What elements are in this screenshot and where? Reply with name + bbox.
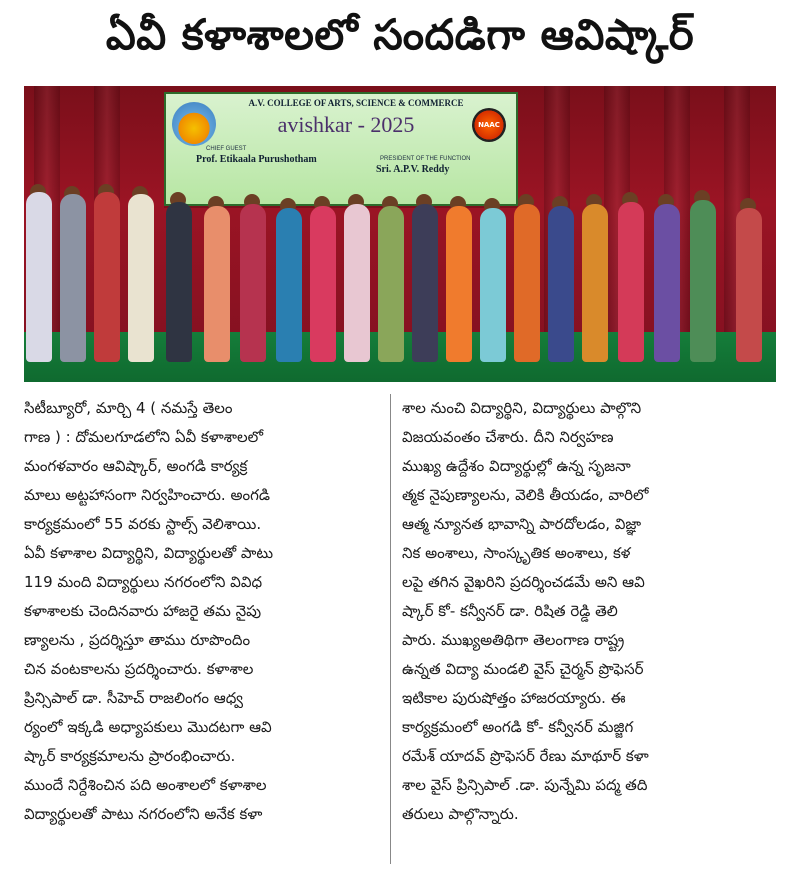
article-column-left	[24, 394, 384, 864]
text-line: కళాశాలకు చెందినవారు హాజరై తమ నైపు	[24, 602, 262, 620]
text-line: పారు. ముఖ్యఅతిథిగా తెలంగాణ రాష్ట్ర	[402, 631, 625, 649]
text-line: ష్కార్ కో- కన్వీనర్ డా. రిషిత రెడ్డి తెలి	[402, 602, 618, 620]
banner-college: A.V. COLLEGE OF ARTS, SCIENCE & COMMERCE	[248, 98, 464, 108]
text-line: ముఖ్య ఉద్దేశం విద్యార్థుల్లో ఉన్న సృజనా	[402, 457, 631, 475]
text-line: త్మక నైపుణ్యాలను, వెలికి తీయడం, వారిలో	[402, 486, 649, 504]
text-line: ప్రిన్సిపాల్ డా. సీహెచ్ రాజలింగం ఆధ్వ	[24, 689, 244, 707]
text-line: ఆత్మ న్యూనత భావాన్ని పారదోలడం, విజ్ఞా	[402, 515, 642, 533]
text-line: ముందే నిర్దేశించిన పది అంశాలలో కళాశాల	[24, 776, 267, 794]
text-line: మాలు అట్టహాసంగా నిర్వహించారు. అంగడి	[24, 486, 270, 504]
college-logo-icon	[172, 102, 216, 146]
text-line: శాల నుంచి విద్యార్థిని, విద్యార్థులు పాల్గొని	[402, 399, 642, 417]
event-photo	[24, 86, 776, 382]
text-line: రమేశ్ యాదవ్ ప్రొఫెసర్ రేణు మాథూర్ కళా	[402, 747, 649, 765]
article-column-right	[402, 394, 776, 864]
text-line: లపై తగిన వైఖరిని ప్రదర్శించడమే అని ఆవి	[402, 573, 645, 591]
headline: ఏవీ కళాశాలలో సందడిగా ఆవిష్కార్	[105, 10, 695, 59]
naac-logo-icon: NAAC	[472, 108, 506, 142]
article-body	[24, 394, 776, 864]
banner-event-title: avishkar - 2025	[277, 112, 415, 137]
text-line: ణ్యాలను , ప్రదర్శిస్తూ తాము రూపొందిం	[24, 631, 251, 649]
banner-chief-label: CHIEF GUEST	[206, 146, 247, 152]
banner-president: Sri. A.P.V. Reddy	[376, 164, 450, 175]
text-line: శాల వైస్ ప్రిన్సిపాల్ .డా. పున్నేమి పద్మ తది	[402, 776, 648, 794]
text-line: ఉన్నత విద్యా మండలి వైస్ చైర్మన్ ప్రొఫెసర్	[402, 660, 644, 678]
text-line: విద్యార్థులతో పాటు నగరంలోని అనేక కళా	[24, 805, 263, 823]
text-line: మంగళవారం ఆవిష్కార్, అంగడి కార్యక్ర	[24, 457, 248, 475]
text-line: ఏవీ కళాశాల విద్యార్థిని, విద్యార్థులతో పాటు	[24, 544, 274, 562]
column-divider	[390, 394, 391, 864]
banner-chief-guest: Prof. Etikaala Purushotham	[196, 154, 317, 165]
text-line: ష్కార్ కార్యక్రమాలను ప్రారంభించారు.	[24, 747, 236, 765]
text-line: గాణ ) : దోమలగూడలోని ఏవీ కళాశాలలో	[24, 428, 264, 446]
text-line: ఇటికాల పురుషోత్తం హాజరయ్యారు. ఈ	[402, 689, 626, 707]
event-banner	[164, 92, 518, 206]
text-line: కార్యక్రమంలో 55 వరకు స్టాల్స్ వెలిశాయి.	[24, 515, 262, 533]
text-line: కార్యక్రమంలో అంగడి కో- కన్వీనర్ మజ్జిగ	[402, 718, 634, 736]
banner-president-label: PRESIDENT OF THE FUNCTION	[380, 156, 471, 162]
text-line: 119 మంది విద్యార్థులు నగరంలోని వివిధ	[24, 573, 263, 591]
text-line: విజయవంతం చేశారు. దీని నిర్వహణ	[402, 428, 614, 446]
text-line: ర్యంలో ఇక్కడి అధ్యాపకులు మొదటగా ఆవి	[24, 718, 272, 736]
text-line: సిటీబ్యూరో, మార్చి 4 ( నమస్తే తెలం	[24, 399, 233, 417]
text-line: తరులు పాల్గొన్నారు.	[402, 805, 519, 823]
text-line: నిక అంశాలు, సాంస్కృతిక అంశాలు, కళ	[402, 544, 631, 562]
text-line: చిన వంటకాలను ప్రదర్శించారు. కళాశాల	[24, 660, 254, 678]
